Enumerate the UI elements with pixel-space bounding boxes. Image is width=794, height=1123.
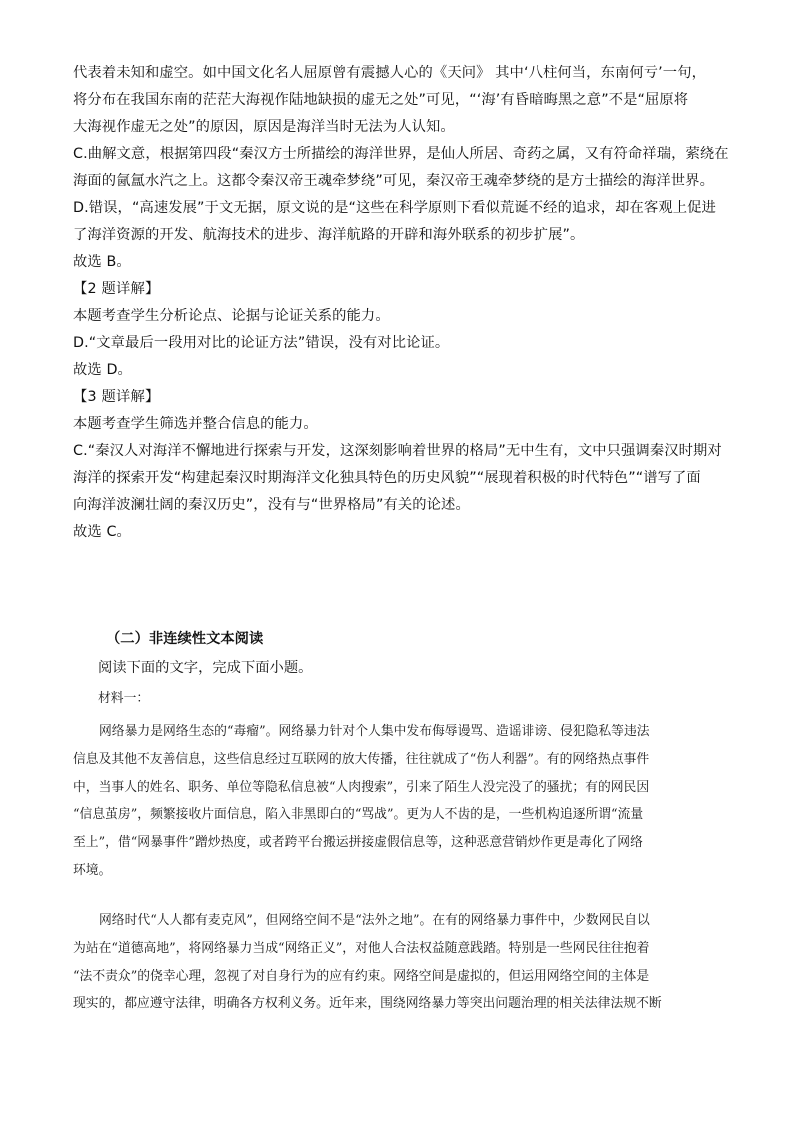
analysis-line: 代表着未知和虚空。如中国文化名人屈原曾有震撼人心的《天问》 其中‘八柱何当，东南何亏’一句， (73, 65, 706, 81)
analysis-line: 海面的氤氲水汽之上。这都令秦汉帝王魂牵梦绕”可见，秦汉帝王魂牵梦绕的是方士描绘的海洋世界。 (73, 173, 714, 189)
analysis-line: 本题考查学生分析论点、论据与论证关系的能力。 (73, 308, 390, 324)
material-paragraph-1 (73, 718, 723, 885)
section-heading: （二）非连续性文本阅读 (106, 631, 264, 647)
analysis-line: 将分布在我国东南的茫茫大海视作陆地缺损的虚无之处”可见，“‘海’有昏暗晦黑之意”不是“屈原将 (73, 92, 689, 108)
material-line: 网络暴力是网络生态的“毒瘤”。网络暴力针对个人集中发布侮辱谩骂、造谣诽谤、侵犯隐私等违法 (99, 724, 650, 739)
answer-analysis-block (73, 60, 729, 546)
material-line: 现实的，都应遵守法律，明确各方权利义务。近年来，围绕网络暴力等突出问题治理的相关法律法规不断 (73, 996, 662, 1012)
analysis-line: 向海洋波澜壮阔的秦汉历史”，没有与“世界格局”有关的论述。 (73, 497, 470, 513)
analysis-line: 海洋的探索开发“构建起秦汉时期海洋文化独具特色的历史风貌”“展现着积极的时代特色”“谱写了面 (73, 470, 701, 486)
material-title: 材料一： (98, 691, 150, 706)
question-detail-heading: 【3 题详解】 (73, 389, 160, 405)
section-intro: 阅读下面的文字，完成下面小题。 (98, 660, 313, 676)
answer-choice: 故选 B。 (73, 254, 131, 270)
analysis-line: 了海洋资源的开发、航海技术的进步、海洋航路的开辟和海外联系的初步扩展”。 (73, 227, 585, 243)
material-line: “法不责众”的侥幸心理，忽视了对自身行为的应有约束。网络空间是虚拟的，但运用网络空间的主体是 (73, 968, 650, 984)
material-line: 至上”，借“网暴事件”蹭炒热度，或者跨平台搬运拼接虚假信息等，这种恶意营销炒作更是毒化了网络 (73, 835, 643, 851)
analysis-line: D.错误，“高速发展”于文无据，原文说的是“这些在科学原则下看似荒诞不经的追求，却在客观上促进 (73, 200, 716, 216)
answer-choice: 故选 D。 (73, 362, 132, 378)
material-line: 为站在“道德高地”，将网络暴力当成“网络正义”，对他人合法权益随意践踏。特别是一些网民往往抱着 (73, 940, 650, 956)
analysis-line: 大海视作虚无之处”的原因，原因是海洋当时无法为人认知。 (73, 119, 455, 135)
material-line: 信息及其他不友善信息，这些信息经过互联网的放大传播，往往就成了“伤人利器”。有的网络热点事件 (73, 751, 650, 767)
material-paragraph-2 (73, 907, 723, 1018)
material-line: “信息茧房”，频繁接收片面信息，陷入非黑即白的“骂战”。更为人不齿的是，一些机构追逐所谓“流量 (73, 807, 644, 823)
analysis-line: D.“文章最后一段用对比的论证方法”错误，没有对比论证。 (73, 335, 450, 351)
material-line: 环境。 (73, 862, 112, 878)
analysis-line: 本题考查学生筛选并整合信息的能力。 (73, 416, 318, 432)
analysis-line: C.“秦汉人对海洋不懈地进行探索与开发，这深刻影响着世界的格局”无中生有，文中只强调秦汉时期对 (73, 443, 722, 459)
answer-choice: 故选 C。 (73, 524, 131, 540)
question-detail-heading: 【2 题详解】 (73, 281, 160, 297)
analysis-line: C.曲解文意，根据第四段“秦汉方士所描绘的海洋世界，是仙人所居、奇药之属，又有符命祥瑞，萦绕在 (73, 146, 729, 162)
material-line: 中，当事人的姓名、职务、单位等隐私信息被“人肉搜索”，引来了陌生人没完没了的骚扰；有的网民因 (73, 779, 650, 795)
material-line: 网络时代“人人都有麦克风”，但网络空间不是“法外之地”。在有的网络暴力事件中，少数网民自以 (99, 913, 650, 928)
